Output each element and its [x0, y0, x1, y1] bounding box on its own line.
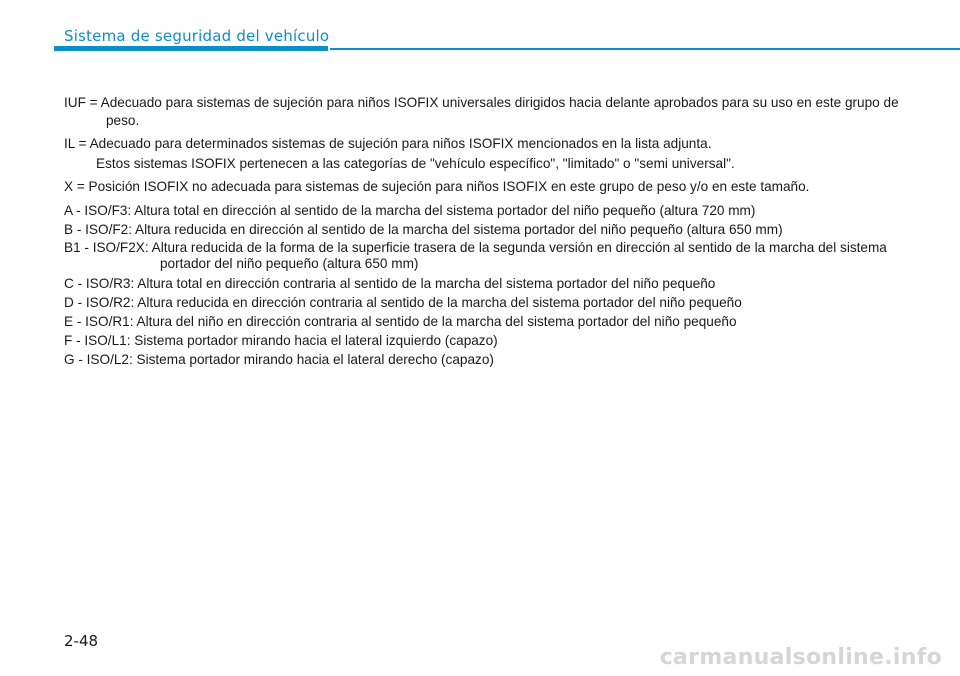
list-item: B1 - ISO/F2X: Altura reducida de la forma de la superficie trasera de la segunda versión en dirección al sentido de la marcha del sistema portador del niño pequeño (altura 650 mm): [64, 240, 887, 271]
definition-il-note: Estos sistemas ISOFIX pertenecen a las categorías de "vehículo específico", "limitado" o "semi universal".: [96, 156, 735, 171]
header-rule: [330, 48, 960, 50]
list-item: G - ISO/L2: Sistema portador mirando hacia el lateral derecho (capazo): [64, 352, 494, 367]
list-item: A - ISO/F3: Altura total en dirección al sentido de la marcha del sistema portador del niño pequeño (altura 720 mm): [64, 203, 756, 218]
definition-x: X = Posición ISOFIX no adecuada para sistemas de sujeción para niños ISOFIX en este grupo de peso y/o en este tamaño.: [64, 179, 810, 194]
list-item: D - ISO/R2: Altura reducida en dirección contraria al sentido de la marcha del sistema portador del niño pequeño: [64, 295, 742, 310]
definition-iuf: IUF = Adecuado para sistemas de sujeción para niños ISOFIX universales dirigidos hacia delante aprobados para su uso en este grupo de peso.: [64, 95, 899, 128]
list-item: C - ISO/R3: Altura total en dirección contraria al sentido de la marcha del sistema portador del niño pequeño: [64, 276, 716, 291]
document-body: [64, 94, 900, 370]
list-item: B - ISO/F2: Altura reducida en dirección al sentido de la marcha del sistema portador del niño pequeño (altura 650 mm): [64, 222, 783, 237]
watermark: carmanualsonline.info: [659, 645, 942, 670]
list-item: F - ISO/L1: Sistema portador mirando hacia el lateral izquierdo (capazo): [64, 333, 498, 348]
header-rule-accent: [54, 46, 328, 51]
section-title: Sistema de seguridad del vehículo: [64, 27, 330, 45]
list-item: E - ISO/R1: Altura del niño en dirección contraria al sentido de la marcha del sistema portador del niño pequeño: [64, 314, 737, 329]
definition-il: IL = Adecuado para determinados sistemas de sujeción para niños ISOFIX mencionados en la lista adjunta.: [64, 136, 712, 151]
size-class-list: [64, 202, 900, 369]
page-number: 2-48: [64, 632, 99, 650]
